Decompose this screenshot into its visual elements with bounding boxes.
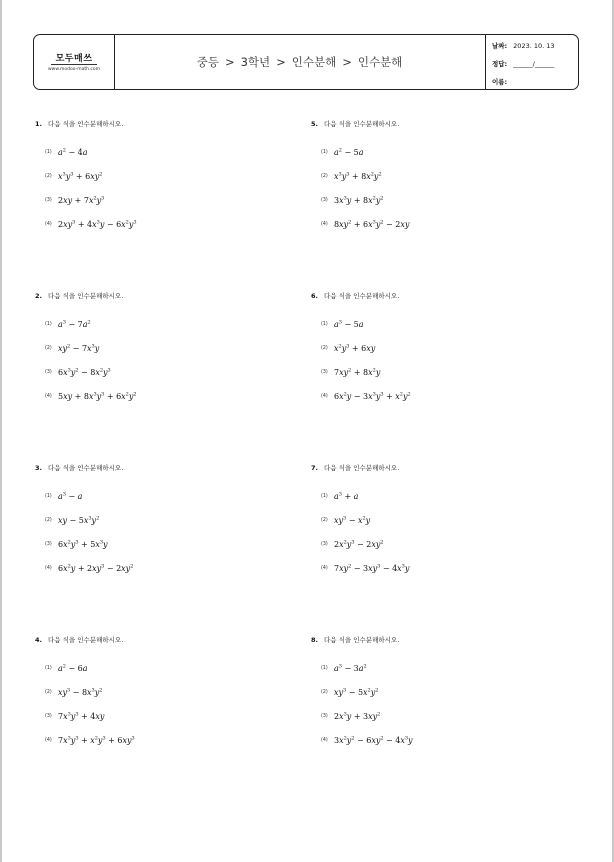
problem-heading: [35, 119, 123, 128]
math-expression: $a^2 - 6a$: [58, 663, 88, 673]
item-label: (2): [45, 174, 52, 179]
answer-row: [492, 59, 554, 68]
worksheet-header: [33, 34, 579, 90]
item-label: (4): [321, 738, 328, 743]
problem-item: [45, 386, 137, 405]
problem-item: [321, 362, 380, 381]
problem-instruction: 다음 식을 인수분해하시오.: [324, 636, 400, 644]
item-label: (4): [45, 394, 52, 399]
breadcrumb-separator: >: [342, 55, 352, 69]
problem-item: [321, 214, 409, 233]
problem-number: 3.: [35, 464, 42, 472]
breadcrumb-item: 인수분해: [357, 55, 403, 69]
item-label: (1): [321, 666, 328, 671]
problem-instruction: 다음 식을 인수분해하시오.: [48, 120, 124, 128]
math-expression: xy − $5x^3y^2$: [58, 515, 100, 525]
problem-item: [45, 214, 137, 233]
date-value: 2023. 10. 13: [513, 42, 555, 50]
problem-instruction: 다음 식을 인수분해하시오.: [324, 464, 400, 472]
item-label: (1): [45, 494, 52, 499]
problem: [311, 119, 571, 259]
math-expression: $x^3y^3 + 8x^2y^2$: [334, 171, 382, 181]
problem-heading: [311, 463, 399, 472]
item-label: (3): [321, 198, 328, 203]
problem-item: [321, 706, 380, 725]
page-edge-left: [0, 0, 2, 862]
math-expression: $6x^2y^3 + 5x^3y$: [58, 539, 108, 549]
problem-number: 6.: [311, 292, 318, 300]
problem-item: [45, 558, 133, 577]
problem-heading: [35, 463, 123, 472]
math-expression: $a^2 - 5a$: [334, 147, 364, 157]
problem: [35, 635, 295, 775]
problem-number: 5.: [311, 120, 318, 128]
item-label: (2): [321, 518, 328, 523]
item-label: (1): [45, 150, 52, 155]
problem-heading: [311, 635, 399, 644]
math-expression: $8xy^2 + 6x^3y^2 - 2xy$: [334, 219, 410, 229]
date-label: 날짜:: [492, 42, 508, 50]
breadcrumb-separator: >: [276, 55, 286, 69]
problem-item: [45, 730, 135, 749]
item-label: (3): [321, 714, 328, 719]
problem-item: [45, 142, 88, 161]
problem: [311, 291, 571, 431]
problem-item: [45, 166, 102, 185]
math-expression: $a^3 - 3a^2$: [334, 663, 367, 673]
problem-number: 8.: [311, 636, 318, 644]
item-label: (3): [45, 370, 52, 375]
name-label: 이름:: [492, 78, 508, 86]
problem-item: [321, 338, 375, 357]
item-label: (2): [45, 346, 52, 351]
math-expression: $2x^2y^3 - 2xy^2$: [334, 539, 384, 549]
math-expression: $6x^2y + 2xy^3 - 2xy^2$: [58, 563, 134, 573]
math-expression: $7xy^2 - 3xy^3 - 4x^3y$: [334, 563, 410, 573]
logo-underline: [51, 64, 97, 65]
problem-item: [45, 314, 91, 333]
item-label: (4): [321, 566, 328, 571]
problem-heading: [35, 635, 123, 644]
problem-number: 7.: [311, 464, 318, 472]
logo-name: 모두매쓰: [55, 54, 93, 64]
problem-instruction: 다음 식을 인수분해하시오.: [48, 292, 124, 300]
problem-instruction: 다음 식을 인수분해하시오.: [48, 464, 124, 472]
math-expression: $7x^3y^3 + x^2y^3 + 6xy^3$: [58, 735, 135, 745]
problem-item: [321, 486, 358, 505]
math-expression: $5xy + 8x^3y^3 + 6x^2y^2$: [58, 391, 137, 401]
math-expression: $a^3 + a$: [334, 491, 359, 501]
problem-item: [45, 682, 102, 701]
problem-item: [45, 486, 82, 505]
problem-number: 4.: [35, 636, 42, 644]
item-label: (3): [321, 542, 328, 547]
math-expression: $a^3 - a$: [58, 491, 83, 501]
problem-item: [45, 190, 104, 209]
problem-item: [321, 682, 378, 701]
problem-instruction: 다음 식을 인수분해하시오.: [324, 120, 400, 128]
item-label: (2): [321, 174, 328, 179]
problem-item: [321, 190, 384, 209]
math-expression: $3x^2y^2 - 6xy^2 - 4x^3y$: [334, 735, 413, 745]
logo-url: www.modoo-math.com: [47, 67, 101, 72]
answer-field: ______/______: [513, 60, 555, 68]
problem-instruction: 다음 식을 인수분해하시오.: [48, 636, 124, 644]
math-expression: $7x^3y^3 + 4xy$: [58, 711, 105, 721]
item-label: (3): [45, 542, 52, 547]
breadcrumb-item: 인수분해: [291, 55, 337, 69]
problem-item: [321, 534, 384, 553]
problem-item: [321, 166, 382, 185]
answer-label: 정답:: [492, 60, 508, 68]
problem-instruction: 다음 식을 인수분해하시오.: [324, 292, 400, 300]
problem-item: [45, 534, 108, 553]
item-label: (4): [321, 394, 328, 399]
problem-item: [45, 706, 104, 725]
item-label: (4): [321, 222, 328, 227]
breadcrumb-item: 3학년: [240, 55, 271, 69]
item-label: (3): [321, 370, 328, 375]
problem-item: [321, 314, 364, 333]
math-expression: $7xy^2 + 8x^2y$: [334, 367, 381, 377]
problem-item: [45, 338, 99, 357]
problem-item: [321, 510, 370, 529]
math-expression: $6x^2y - 3x^3y^3 + x^2y^2$: [334, 391, 411, 401]
date-row: [492, 41, 555, 50]
math-expression: $a^3 - 7a^2$: [58, 319, 91, 329]
problem: [35, 119, 295, 259]
problem-item: [321, 658, 367, 677]
problem-number: 2.: [35, 292, 42, 300]
math-expression: $2xy^3 + 4x^3y - 6x^2y^3$: [58, 219, 137, 229]
breadcrumb-item: 중등: [196, 55, 219, 69]
logo: [34, 35, 115, 89]
item-label: (1): [321, 322, 328, 327]
math-expression: $6x^3y^2 - 8x^2y^3$: [58, 367, 111, 377]
math-expression: $xy^2 - 7x^3y$: [58, 343, 100, 353]
item-label: (2): [45, 690, 52, 695]
item-label: (1): [321, 150, 328, 155]
item-label: (2): [321, 346, 328, 351]
item-label: (2): [45, 518, 52, 523]
name-row: [492, 77, 507, 86]
item-label: (4): [45, 738, 52, 743]
item-label: (3): [45, 714, 52, 719]
math-expression: $xy^3 - 5x^2y^2$: [334, 687, 379, 697]
math-expression: $x^2y^3 + 6xy$: [334, 343, 376, 353]
breadcrumb: [114, 35, 485, 89]
math-expression: $x^3y^3 + 6xy^2$: [58, 171, 103, 181]
math-expression: $xy^3 - x^2y$: [334, 515, 371, 525]
problem-number: 1.: [35, 120, 42, 128]
math-expression: $3x^3y + 8x^2y^2$: [334, 195, 384, 205]
problem-item: [321, 730, 413, 749]
problem-item: [321, 142, 364, 161]
problem-heading: [311, 119, 399, 128]
problem-item: [45, 658, 88, 677]
item-label: (1): [45, 666, 52, 671]
item-label: (4): [45, 566, 52, 571]
info-box: [485, 35, 579, 89]
math-expression: $2x^3y + 3xy^2$: [334, 711, 381, 721]
math-expression: $xy^3 - 8x^3y^2$: [58, 687, 103, 697]
problem: [35, 291, 295, 431]
item-label: (4): [45, 222, 52, 227]
problem: [311, 635, 571, 775]
problem: [311, 463, 571, 603]
math-expression: $a^2 - 4a$: [58, 147, 88, 157]
problem-item: [45, 362, 111, 381]
breadcrumb-separator: >: [224, 55, 235, 69]
problem-item: [321, 386, 411, 405]
problem-heading: [311, 291, 399, 300]
item-label: (1): [45, 322, 52, 327]
item-label: (1): [321, 494, 328, 499]
math-expression: $2xy + 7x^2y^3$: [58, 195, 105, 205]
problem: [35, 463, 295, 603]
math-expression: $a^3 - 5a$: [334, 319, 364, 329]
problem-item: [321, 558, 409, 577]
problem-heading: [35, 291, 123, 300]
problem-item: [45, 510, 99, 529]
item-label: (3): [45, 198, 52, 203]
item-label: (2): [321, 690, 328, 695]
